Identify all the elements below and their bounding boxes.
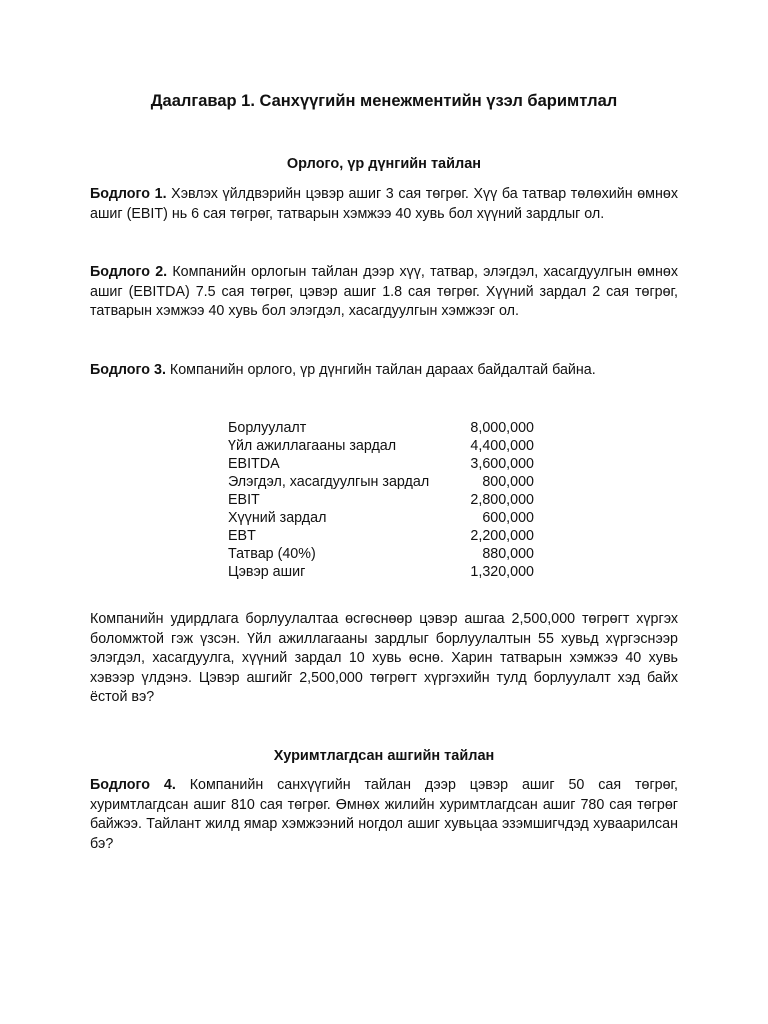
table-row <box>228 563 534 581</box>
row-value: 4,400,000 <box>470 438 534 454</box>
table-row <box>228 437 534 455</box>
row-value: 2,200,000 <box>470 528 534 544</box>
row-label: EBT <box>228 528 256 544</box>
problem-2 <box>90 263 678 322</box>
row-value: 3,600,000 <box>470 456 534 472</box>
problem-2-text: Компанийн орлогын тайлан дээр хүү, татвар, элэгдэл, хасагдуулгын өмнөх ашиг (EBITDA) 7.5 сая төгрөг, цэвэр ашиг 1.8 сая төгрөг. Хүүний зардал 2 сая төгрөг, татварын хэмжээ 40 хувь бол элэгдэл, хасагдуулгын хэмжээг ол. <box>90 264 678 319</box>
table-row <box>228 419 534 437</box>
row-value: 880,000 <box>482 546 534 562</box>
problem-4 <box>90 776 678 854</box>
problem-1-text: Хэвлэх үйлдвэрийн цэвэр ашиг 3 сая төгрөг. Хүү ба татвар төлөхийн өмнөх ашиг (EBIT) нь 6 сая төгрөг, татварын хэмжээ 40 хувь бол хүүний зардлыг ол. <box>90 186 678 222</box>
row-value: 8,000,000 <box>470 420 534 436</box>
table-row <box>228 455 534 473</box>
row-label: Элэгдэл, хасагдуулгын зардал <box>228 474 430 490</box>
row-label: EBIT <box>228 492 260 508</box>
problem-3-label: Бодлого 3. <box>90 362 166 378</box>
row-value: 1,320,000 <box>470 564 534 580</box>
row-value: 2,800,000 <box>470 492 534 508</box>
table-row <box>228 509 534 527</box>
row-value: 600,000 <box>482 510 534 526</box>
row-label: Борлуулалт <box>228 420 307 436</box>
table-row <box>228 545 534 563</box>
problem-3 <box>90 361 678 381</box>
row-label: Хүүний зардал <box>228 510 327 526</box>
problem-1-label: Бодлого 1. <box>90 186 167 202</box>
table-row <box>228 473 534 491</box>
problem-3-followup: Компанийн удирдлага борлуулалтаа өсгөснөөр цэвэр ашгаа 2,500,000 төгрөгт хүргэх боломжтой гэж үзсэн. Үйл ажиллагааны зардлыг борлуулалтын 55 хувьд хүргэснээр элэгдэл, хасагдуулга, хүүний зардал 10 хувь өснө. Харин татварын хэмжээ 40 хувь хэвээр үлдэнэ. Цэвэр ашгийг 2,500,000 төгрөгт хүргэхийн тулд борлуулалт хэд байх ёстой вэ? <box>90 611 678 705</box>
section-title-income: Орлого, үр дүнгийн тайлан <box>286 156 482 172</box>
problem-3-text: Компанийн орлого, үр дүнгийн тайлан дараах байдалтай байна. <box>169 362 596 378</box>
row-label: Үйл ажиллагааны зардал <box>228 438 397 454</box>
page-title: Даалгавар 1. Санхүүгийн менежментийн үзэл баримтлал <box>150 92 618 110</box>
table-row <box>228 527 534 545</box>
table-row <box>228 491 534 509</box>
row-label: Татвар (40%) <box>228 546 316 562</box>
row-value: 800,000 <box>482 474 534 490</box>
income-statement-table <box>228 419 534 581</box>
problem-1 <box>90 185 678 224</box>
problem-4-label: Бодлого 4. <box>90 777 176 793</box>
problem-4-text: Компанийн санхүүгийн тайлан дээр цэвэр ашиг 50 сая төгрөг, хуримтлагдсан ашиг 810 сая төгрөг. Өмнөх жилийн хуримтлагдсан ашиг 780 сая төгрөг байжээ. Тайлант жилд ямар хэмжээний ногдол ашиг хувьцаа эзэмшигчдэд хуваарилсан бэ? <box>90 777 678 852</box>
section-title-retained-earnings: Хуримтлагдсан ашгийн тайлан <box>273 748 495 764</box>
row-label: Цэвэр ашиг <box>228 564 306 580</box>
row-label: EBITDA <box>228 456 280 472</box>
problem-2-label: Бодлого 2. <box>90 264 168 280</box>
